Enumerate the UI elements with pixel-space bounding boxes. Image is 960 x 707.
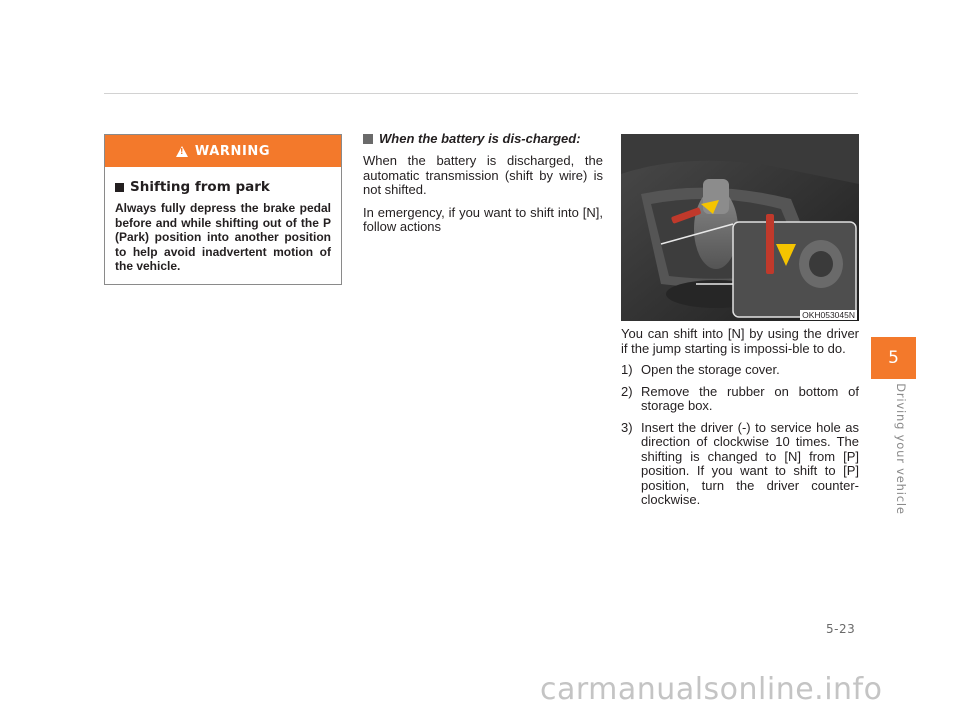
step-text: Insert the driver (-) to service hole as direction of clockwise 10 times. The shifting is changed to [N] from [P] position. If you want to shift to [P] position, turn the driver counter-clockwise. [641, 419, 859, 507]
figure-code: OKH053045N [802, 310, 855, 320]
warning-box [104, 134, 342, 285]
battery-section [363, 131, 603, 235]
square-bullet-icon [115, 183, 124, 192]
steps-list [621, 363, 859, 508]
list-item [621, 421, 859, 508]
step-number: 1) [621, 362, 633, 377]
warning-header [105, 135, 341, 167]
instructions-intro: You can shift into [N] by using the driver if the jump starting is impossi-ble to do. [621, 326, 859, 356]
warning-text: Always fully depress the brake pedal before and while shifting out of the P (Park) position into another position to help avoid inadvertent motion of the vehicle. [115, 201, 331, 273]
warning-subtitle-text: Shifting from park [130, 179, 270, 195]
step-number: 3) [621, 419, 633, 435]
top-divider [104, 93, 858, 94]
warning-title: WARNING [194, 143, 271, 159]
list-item [621, 385, 859, 414]
shifter-illustration [621, 134, 859, 321]
list-item [621, 363, 859, 378]
step-text: Remove the rubber on bottom of storage box. [641, 383, 859, 413]
page-number: 5-23 [826, 622, 856, 636]
chapter-label [893, 385, 909, 513]
watermark: carmanualsonline.info [540, 672, 883, 707]
warning-triangle-icon [176, 146, 188, 157]
step-number: 2) [621, 383, 633, 399]
shifter-figure [621, 134, 859, 321]
chapter-label-text: Driving your vehicle [894, 383, 908, 515]
warning-subtitle [115, 179, 341, 195]
square-bullet-icon [363, 134, 373, 144]
battery-paragraph-2: In emergency, if you want to shift into [N], follow actions [363, 204, 603, 234]
chapter-number-tab: 5 [871, 337, 916, 379]
battery-paragraph-1: When the battery is discharged, the automatic transmission (shift by wire) is not shifted. [363, 153, 603, 197]
step-text: Open the storage cover. [641, 362, 780, 377]
section-heading-text: When the battery is dis-charged: [379, 131, 581, 146]
instructions [621, 327, 859, 515]
section-heading [363, 131, 603, 146]
